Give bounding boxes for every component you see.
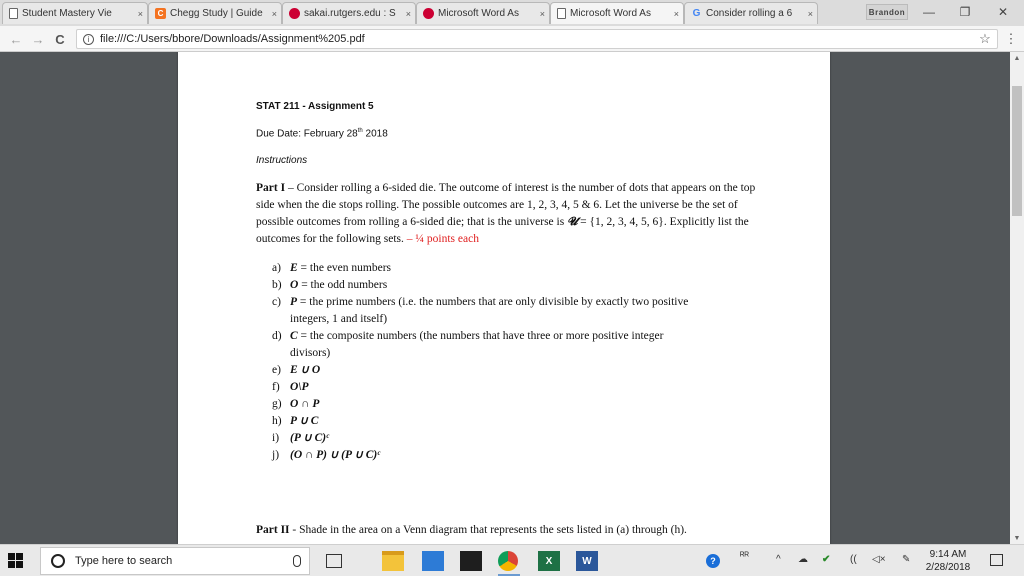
close-icon[interactable]: × bbox=[673, 8, 679, 19]
back-icon[interactable]: ← bbox=[9, 31, 23, 47]
mail-icon[interactable] bbox=[460, 551, 482, 571]
list-item bbox=[272, 413, 742, 430]
part2-text: - Shade in the area on a Venn diagram that represents the sets listed in (a) through (h). bbox=[289, 524, 687, 536]
list-item bbox=[272, 396, 742, 413]
list-item bbox=[272, 430, 742, 447]
pdf-viewer bbox=[0, 52, 1024, 544]
people-icon[interactable]: ᴿᴿ bbox=[740, 551, 750, 562]
address-bar[interactable] bbox=[76, 29, 998, 49]
item-symbol: P bbox=[290, 296, 298, 308]
tab-label: Microsoft Word As bbox=[438, 8, 519, 19]
wifi-icon[interactable]: (( bbox=[850, 554, 857, 565]
item-text-wrap: integers, 1 and itself) bbox=[290, 313, 388, 325]
onedrive-icon[interactable]: ☁ bbox=[798, 554, 808, 565]
help-icon[interactable]: ? bbox=[706, 554, 720, 568]
list-item bbox=[272, 260, 742, 277]
close-icon[interactable]: × bbox=[405, 8, 411, 19]
scroll-thumb[interactable] bbox=[1012, 86, 1022, 216]
microphone-icon[interactable] bbox=[293, 555, 301, 567]
item-label: h) bbox=[272, 415, 282, 427]
item-label: f) bbox=[272, 381, 280, 393]
tab-microsoft-word-2[interactable] bbox=[550, 2, 684, 24]
menu-icon[interactable]: ⋮ bbox=[1004, 31, 1018, 46]
search-box[interactable] bbox=[40, 547, 310, 575]
item-label: c) bbox=[272, 296, 281, 308]
pen-icon[interactable]: ✎ bbox=[902, 554, 911, 565]
profile-button[interactable]: Brandon bbox=[866, 4, 908, 20]
part1-label: Part I bbox=[256, 182, 286, 194]
minimize-icon[interactable]: — bbox=[923, 5, 935, 19]
part1-paragraph bbox=[256, 180, 756, 248]
windows-start-icon[interactable] bbox=[8, 553, 24, 569]
part1-text: – Consider rolling a 6-sided die. The outcome of interest is the number of dots that appears on the top side when the die stops rolling. The possible outcomes are 1, 2, 3, 4, 5 & 6. Let the universe be the set of possible outcomes from rolling a 6-sided die; that is the universe is bbox=[256, 182, 756, 228]
close-window-icon[interactable]: ✕ bbox=[997, 5, 1009, 19]
item-text: = the odd numbers bbox=[298, 279, 388, 291]
browser-toolbar bbox=[0, 26, 1024, 52]
security-icon[interactable]: ✔ bbox=[822, 554, 831, 565]
item-label: j) bbox=[272, 449, 280, 461]
tab-chegg-study[interactable] bbox=[148, 2, 282, 24]
restore-icon[interactable]: ❐ bbox=[959, 5, 971, 19]
clock-time: 9:14 AM bbox=[929, 549, 967, 560]
universe-symbol: 𝓤 bbox=[567, 216, 578, 228]
item-text: = the composite numbers (the numbers that have three or more positive integer bbox=[297, 330, 664, 342]
chegg-icon: C bbox=[155, 8, 166, 19]
file-explorer-icon[interactable] bbox=[382, 551, 404, 571]
points-note: – ¼ points each bbox=[406, 233, 479, 245]
volume-icon[interactable]: ◁× bbox=[872, 554, 886, 565]
scroll-down-icon[interactable]: ▼ bbox=[1013, 534, 1021, 542]
search-placeholder[interactable]: Type here to search bbox=[75, 555, 173, 567]
tab-label: Chegg Study | Guide bbox=[170, 8, 263, 19]
close-icon[interactable]: × bbox=[137, 8, 143, 19]
tab-sakai-rutgers[interactable] bbox=[282, 2, 416, 24]
tab-microsoft-word-1[interactable] bbox=[416, 2, 550, 24]
item-label: d) bbox=[272, 330, 282, 342]
clock-date: 2/28/2018 bbox=[925, 562, 971, 573]
doc-icon bbox=[557, 8, 566, 19]
item-label: b) bbox=[272, 279, 282, 291]
tab-consider-rolling[interactable] bbox=[684, 2, 818, 24]
part2-paragraph bbox=[256, 524, 687, 536]
universe-set: = {1, 2, 3, 4, 5, 6}. Explicitly list the outcomes for the following sets. bbox=[256, 216, 749, 245]
part2-label: Part II bbox=[256, 524, 290, 536]
rutgers-icon bbox=[289, 8, 300, 19]
tab-strip bbox=[0, 0, 1024, 26]
clock[interactable] bbox=[922, 548, 974, 574]
tab-student-mastery[interactable] bbox=[2, 2, 148, 24]
course-title: STAT 211 - Assignment 5 bbox=[256, 101, 374, 112]
info-icon[interactable]: i bbox=[83, 34, 94, 45]
instructions-heading: Instructions bbox=[256, 155, 308, 166]
list-item bbox=[272, 362, 742, 379]
item-symbol: O ∩ P bbox=[290, 398, 320, 410]
taskbar bbox=[0, 544, 1024, 576]
item-text: = the prime numbers (i.e. the numbers that are only divisible by exactly two positive bbox=[297, 296, 689, 308]
due-date bbox=[256, 128, 388, 139]
chrome-icon[interactable] bbox=[498, 551, 518, 571]
bookmark-star-icon[interactable]: ☆ bbox=[979, 31, 991, 46]
tab-label: sakai.rutgers.edu : S bbox=[304, 8, 396, 19]
word-icon[interactable]: W bbox=[576, 551, 598, 571]
close-icon[interactable]: × bbox=[807, 8, 813, 19]
due-date-sup: th bbox=[357, 128, 363, 134]
close-icon[interactable]: × bbox=[271, 8, 277, 19]
excel-icon[interactable]: X bbox=[538, 551, 560, 571]
due-date-text: Due Date: February 28 bbox=[256, 128, 358, 140]
list-item bbox=[272, 294, 742, 328]
item-label: a) bbox=[272, 262, 281, 274]
forward-icon[interactable]: → bbox=[31, 31, 45, 47]
item-symbol: P ∪ C bbox=[290, 415, 319, 427]
item-symbol: O bbox=[290, 279, 299, 291]
cortana-icon[interactable] bbox=[51, 554, 65, 568]
list-item bbox=[272, 328, 742, 362]
notification-icon[interactable] bbox=[990, 554, 1003, 566]
pdf-page bbox=[178, 52, 830, 544]
question-list bbox=[272, 260, 742, 464]
scroll-up-icon[interactable]: ▲ bbox=[1013, 54, 1021, 62]
item-symbol: E ∪ O bbox=[290, 364, 321, 376]
list-item bbox=[272, 447, 742, 464]
list-item bbox=[272, 277, 742, 294]
rutgers-icon bbox=[423, 8, 434, 19]
item-text: = the even numbers bbox=[297, 262, 392, 274]
item-symbol: O\P bbox=[290, 381, 309, 393]
doc-icon bbox=[9, 8, 18, 19]
store-icon[interactable] bbox=[422, 551, 444, 571]
item-text-wrap: divisors) bbox=[290, 347, 331, 359]
list-item bbox=[272, 379, 742, 396]
item-label: e) bbox=[272, 364, 281, 376]
close-icon[interactable]: × bbox=[539, 8, 545, 19]
scrollbar[interactable] bbox=[1010, 52, 1024, 544]
tab-label: Microsoft Word As bbox=[570, 8, 651, 19]
due-date-year: 2018 bbox=[362, 128, 388, 140]
tab-label: Student Mastery Vie bbox=[22, 8, 112, 19]
google-icon: G bbox=[692, 8, 701, 19]
tab-label: Consider rolling a 6 bbox=[706, 8, 793, 19]
item-symbol: (P ∪ C)ᶜ bbox=[290, 432, 330, 444]
item-symbol: (O ∩ P) ∪ (P ∪ C)ᶜ bbox=[290, 449, 381, 461]
item-symbol: E bbox=[290, 262, 298, 274]
reload-icon[interactable]: C bbox=[55, 31, 65, 47]
task-view-icon[interactable] bbox=[326, 554, 342, 568]
item-label: g) bbox=[272, 398, 282, 410]
url-text[interactable]: file:///C:/Users/bbore/Downloads/Assignment%205.pdf bbox=[100, 33, 365, 45]
chevron-up-icon[interactable]: ^ bbox=[776, 554, 781, 565]
item-label: i) bbox=[272, 432, 280, 444]
item-symbol: C bbox=[290, 330, 298, 342]
